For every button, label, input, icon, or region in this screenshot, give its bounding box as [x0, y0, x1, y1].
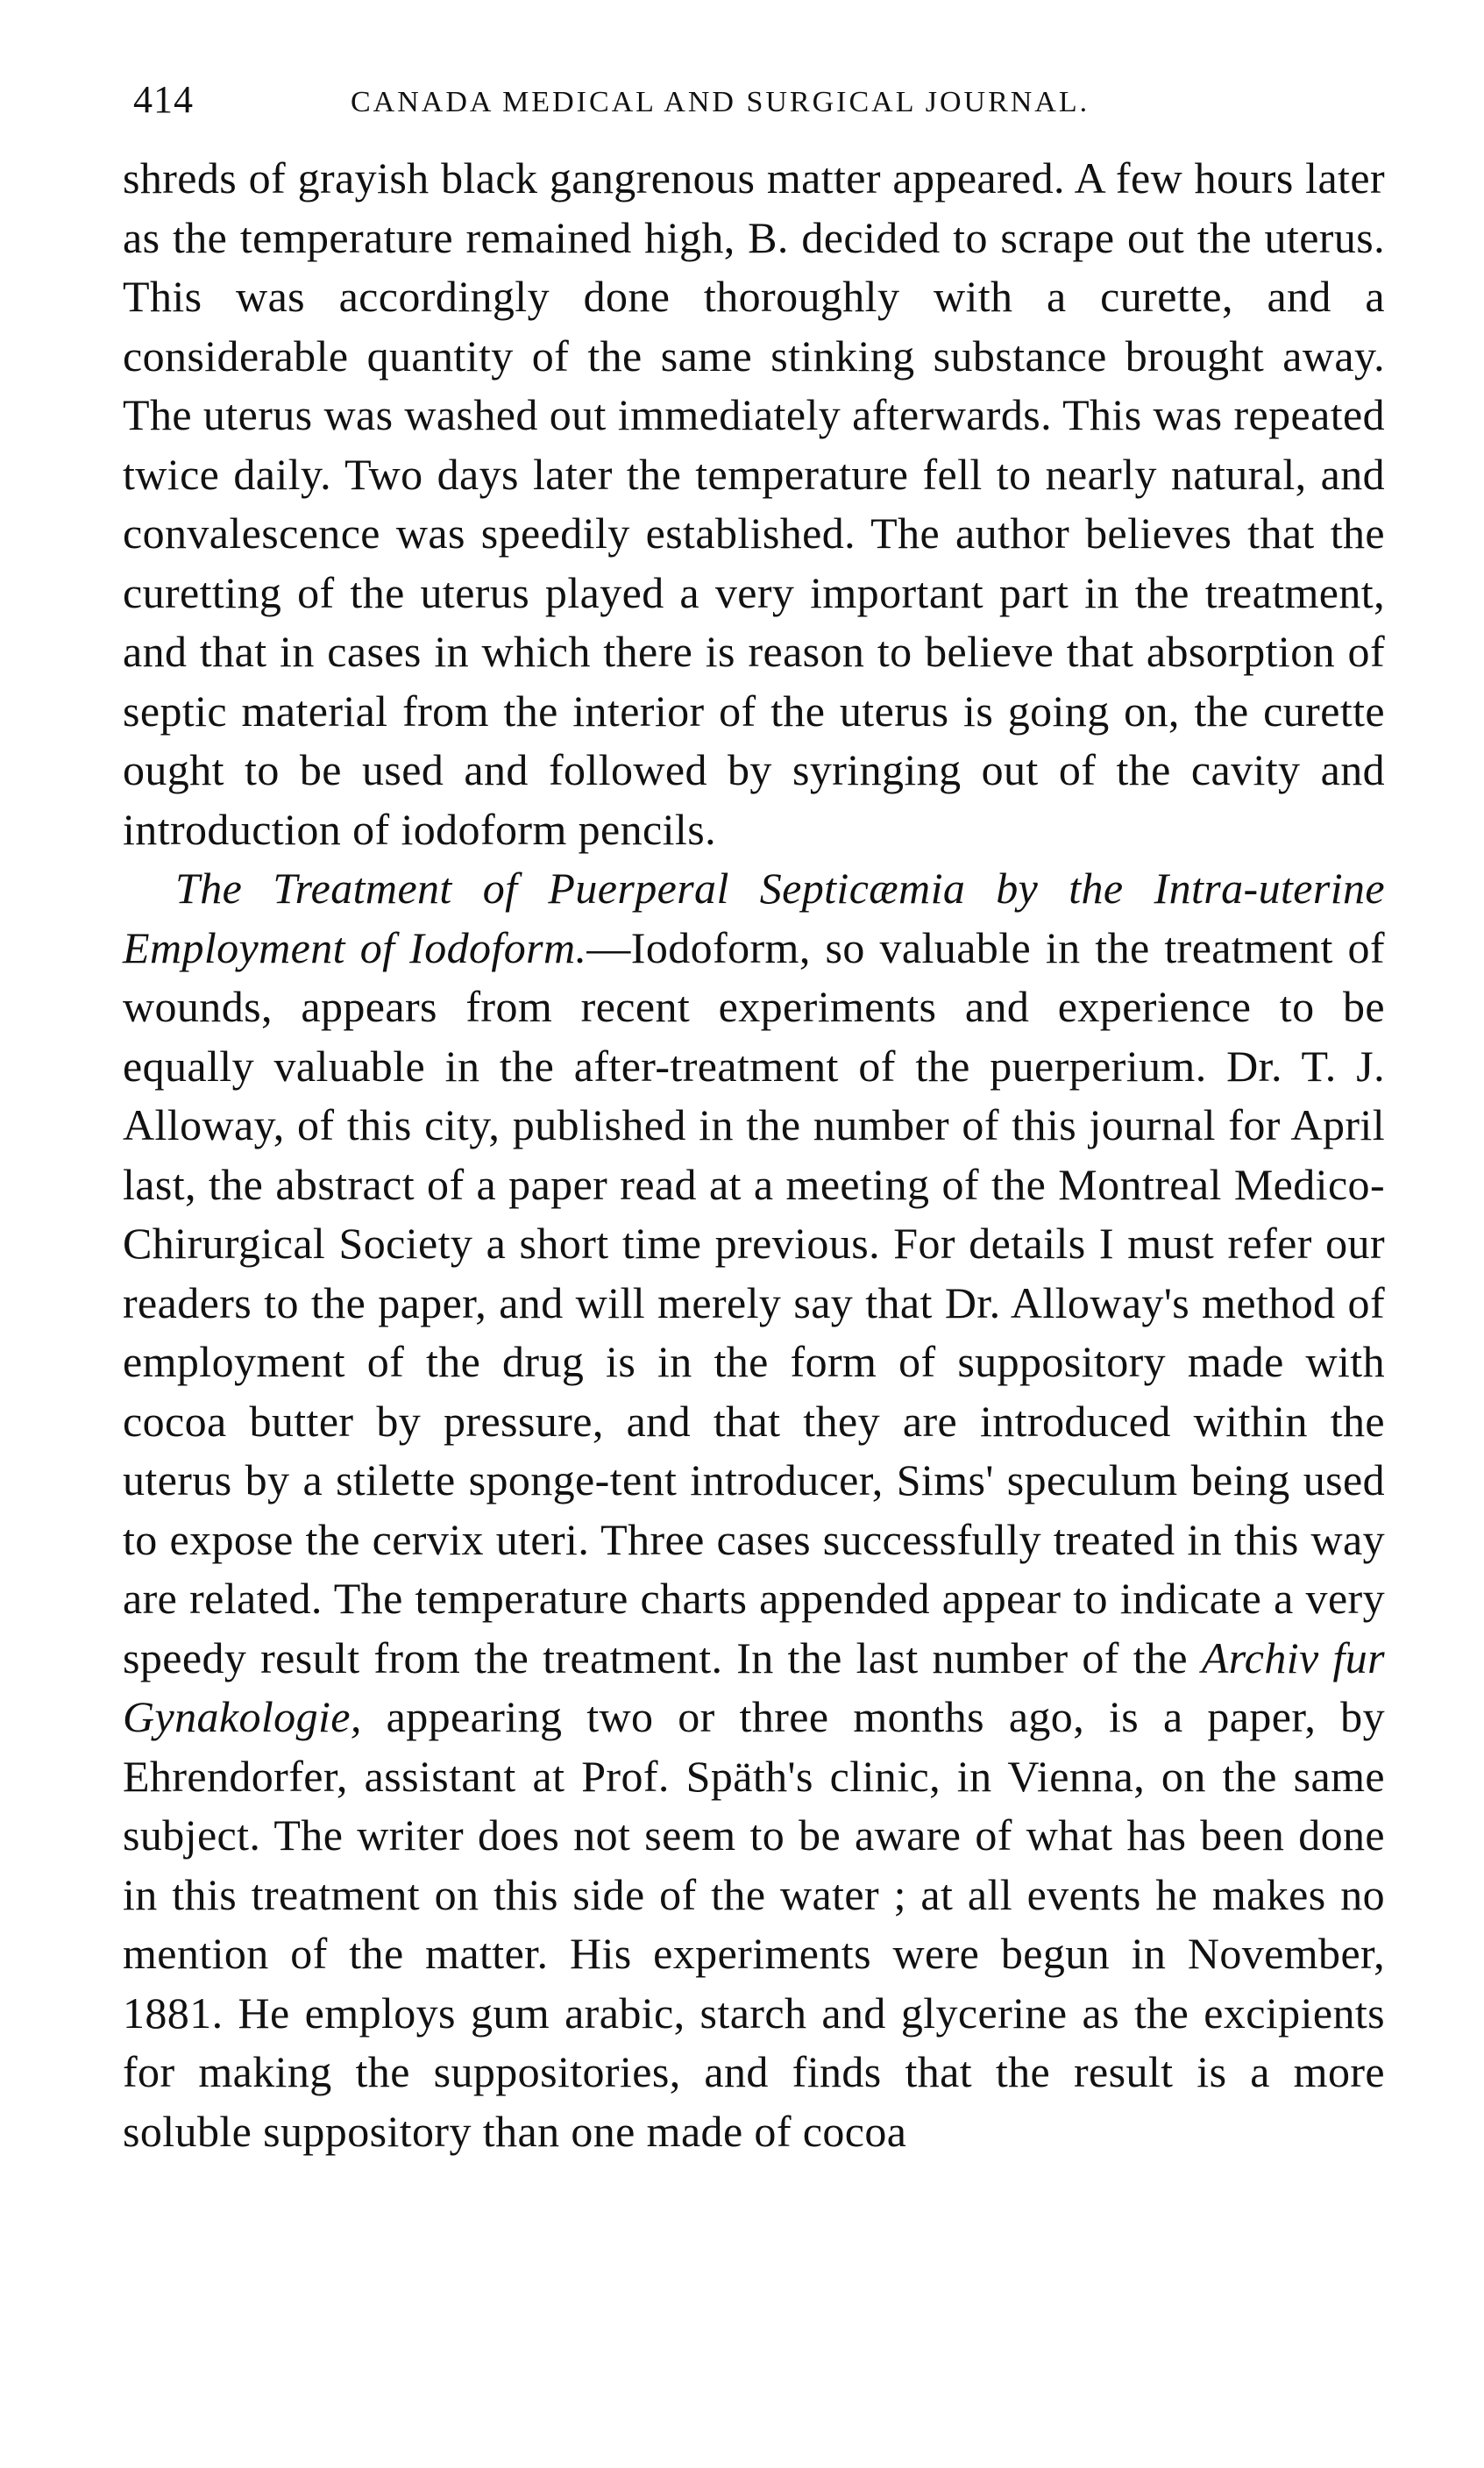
section-title: The Treatment of Puerperal Septicæmia by the Intra-uterine Employment of Iodoform.	[123, 864, 1385, 972]
paragraph-continuation: shreds of grayish black gangrenous matter appeared. A few hours later as the temperature remained high, B. decided to scrape out the uterus. This was accordingly done thoroughly with a curette, and a considerable quantity of the same stinking substance brought away. The uterus was washed out immediately afterwards. This was repeated twice daily. Two days later the temperature fell to nearly natural, and convalescence was speedily established. The author believes that the curetting of the uterus played a very important part in the treatment, and that in cases in which there is reason to believe that absorption of septic material from the interior of the uterus is going on, the curette ought to be used and followed by syringing out of the cavity and introduction of iodoform pencils.	[123, 153, 1385, 854]
journal-name-reference: Archiv fur Gynakologie,	[123, 1632, 1385, 1741]
paragraph-text-part2: appearing two or three months ago, is a paper, by Ehrendorfer, assistant at Prof. Späth's clinic, in Vienna, on the same subject. The writer does not seem to be aware of what has been done in this treatment on this side of the water ; at all events he makes no mention of the matter. His experiments were begun in November, 1881. He employs gum arabic, starch and glycerine as the excipients for making the suppositories, and finds that the result is a more soluble suppository than one made of cocoa	[123, 1692, 1385, 2156]
paragraph-text-part1: —Iodoform, so valuable in the treatment of wounds, appears from recent experiments and experience to be equally valuable in the after-treatment of the puerperium. Dr. T. J. Alloway, of this city, published in the number of this journal for April last, the abstract of a paper read at a meeting of the Montreal Medico-Chirurgical Society a short time previous. For details I must refer our readers to the paper, and will merely say that Dr. Alloway's method of employment of the drug is in the form of suppository made with cocoa butter by pressure, and that they are introduced within the uterus by a stilette sponge-tent introducer, Sims' speculum being used to expose the cervix uteri. Three cases successfully treated in this way are related. The temperature charts appended appear to indicate a very speedy result from the treatment. In the last number of the	[123, 922, 1385, 1682]
page-number: 414	[133, 78, 194, 121]
journal-title: CANADA MEDICAL AND SURGICAL JOURNAL.	[351, 86, 1090, 118]
journal-page	[123, 53, 1385, 2161]
running-header	[123, 53, 1385, 149]
paragraph-iodoform	[123, 859, 1385, 2161]
article-body	[123, 149, 1385, 2161]
